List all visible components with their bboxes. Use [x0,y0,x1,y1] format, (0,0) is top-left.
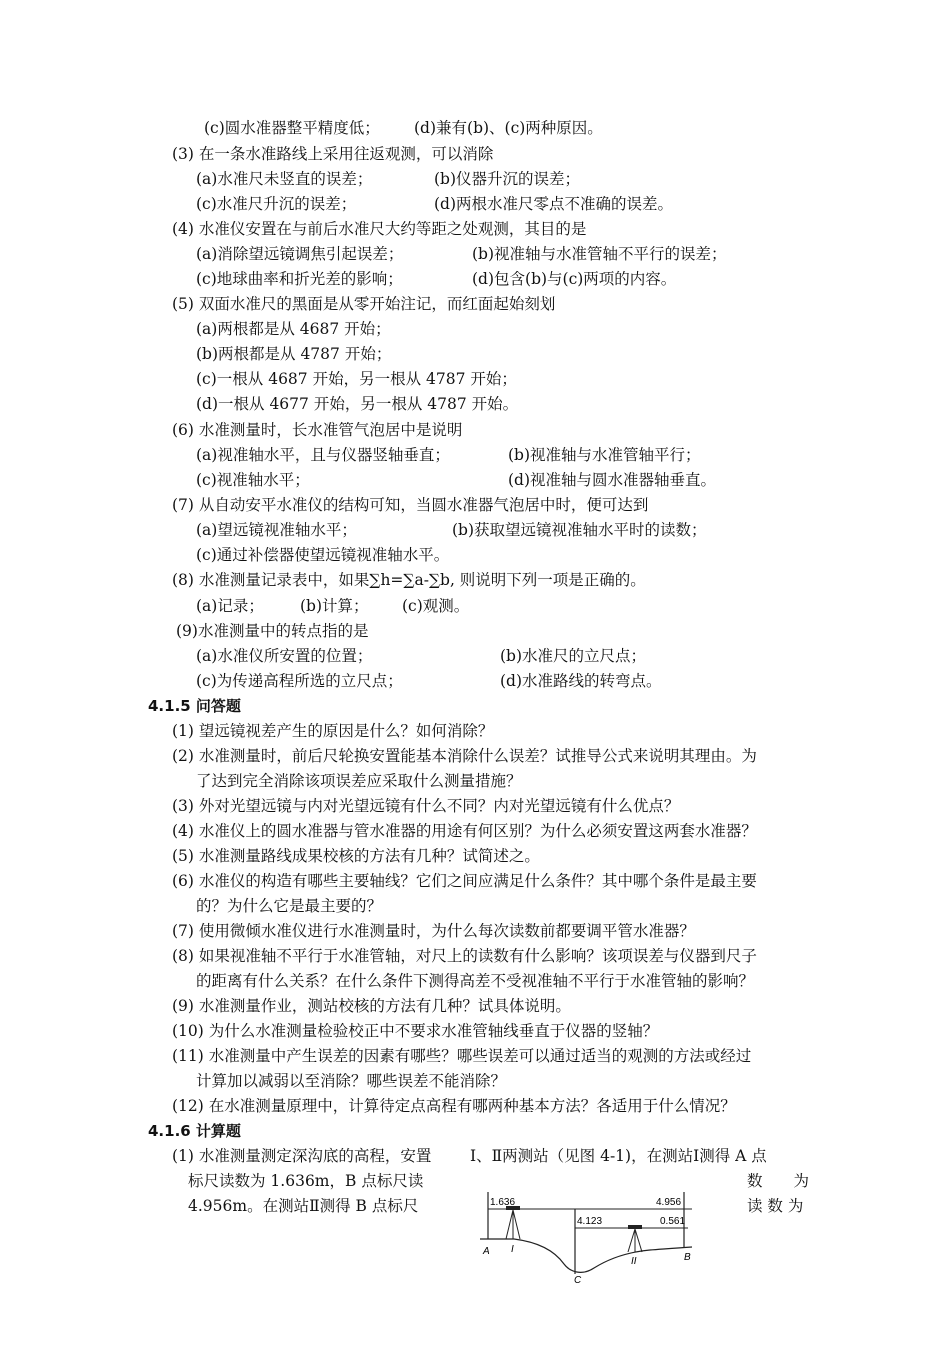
reading-label: 0.561 [660,1216,686,1227]
qa-item: (8) 如果视准轴不平行于水准管轴，对尺上的读数有什么影响？该项误差与仪器到尺子 [172,947,757,965]
option-c: (c)地球曲率和折光差的影响； [196,270,403,288]
option-a: (a)水准仪所安置的位置； [196,647,373,665]
question-stem: (9)水准测量中的转点指的是 [176,622,369,640]
calc-item-continuation: 4.956m。在测站Ⅱ测得 B 点标尺 [188,1197,419,1215]
reading-label: 1.636 [490,1197,516,1208]
option-d: (d)两根水准尺零点不准确的误差。 [434,195,674,213]
question-stem: (5) 双面水准尺的黑面是从零开始注记，而红面起始刻划 [172,295,556,313]
qa-item: (6) 水准仪的构造有哪些主要轴线？它们之间应满足什么条件？其中哪个条件是最主要 [172,872,757,890]
point-label-b: B [684,1252,691,1263]
option-b: (b)两根都是从 4787 开始； [196,345,392,363]
option-b: (b)视准轴与水准管轴不平行的误差； [472,245,727,263]
qa-item-continuation: 计算加以减弱以至消除？哪些误差不能消除？ [196,1072,507,1090]
question-stem: (4) 水准仪安置在与前后水准尺大约等距之处观测，其目的是 [172,220,587,238]
option-c: (c)一根从 4687 开始，另一根从 4787 开始； [196,370,517,388]
option-b: (b)计算； [300,597,369,615]
option-a: (a)视准轴水平，且与仪器竖轴垂直； [196,446,450,464]
option-c: (c)为传递高程所选的立尺点； [196,672,403,690]
qa-item: (5) 水准测量路线成果校核的方法有几种？试简述之。 [172,847,540,865]
option-a: (a)记录； [196,597,264,615]
qa-item: (3) 外对光望远镜与内对光望远镜有什么不同？内对光望远镜有什么优点？ [172,797,680,815]
option-c: (c)视准轴水平； [196,471,310,489]
qa-item: (9) 水准测量作业，测站校核的方法有几种？试具体说明。 [172,997,571,1015]
leveling-figure [478,1192,708,1284]
option-c: (c)观测。 [402,597,470,615]
option-c: (c)圆水准器整平精度低； [204,119,380,137]
question-stem: (8) 水准测量记录表中，如果∑h=∑a-∑b, 则说明下列一项是正确的。 [172,571,646,589]
question-stem: (7) 从自动安平水准仪的结构可知，当圆水准器气泡居中时，便可达到 [172,496,649,514]
point-label-a: A [483,1246,490,1257]
question-stem: (3) 在一条水准路线上采用往返观测，可以消除 [172,145,494,163]
qa-item: (1) 望远镜视差产生的原因是什么？如何消除？ [172,722,494,740]
option-d: (d)包含(b)与(c)两项的内容。 [472,270,677,288]
option-b: (b)水准尺的立尺点； [500,647,647,665]
qa-item-continuation: 了达到完全消除该项误差应采取什么测量措施？ [196,772,522,790]
option-a: (a)望远镜视准轴水平； [196,521,357,539]
point-label-c: C [574,1275,582,1284]
option-a: (a)两根都是从 4687 开始； [196,320,391,338]
level-instrument-ii [628,1225,642,1252]
qa-item: (11) 水准测量中产生误差的因素有哪些？哪些误差可以通过适当的观测的方法或经过 [172,1047,752,1065]
calc-item-continuation: 数 为 [747,1172,810,1190]
qa-item-continuation: 的？为什么它是最主要的？ [196,897,383,915]
option-b: (b)仪器升沉的误差； [434,170,581,188]
option-d: (d)水准路线的转弯点。 [500,672,662,690]
station-label-i: I [511,1244,514,1255]
qa-item: (4) 水准仪上的圆水准器与管水准器的用途有何区别？为什么必须安置这两套水准器？ [172,822,757,840]
calc-item: (1) 水准测量测定深沟底的高程，安置 [172,1147,432,1165]
option-d: (d)视准轴与圆水准器轴垂直。 [508,471,717,489]
option-c: (c)水准尺升沉的误差； [196,195,357,213]
qa-item: (12) 在水准测量原理中，计算待定点高程有哪两种基本方法？各适用于什么情况？ [172,1097,736,1115]
calc-item-continuation: 读 数 为 [747,1197,804,1215]
qa-item: (2) 水准测量时，前后尺轮换安置能基本消除什么误差？试推导公式来说明其理由。为 [172,747,757,765]
station-label-ii: II [631,1256,637,1267]
section-heading: 4.1.6 计算题 [148,1122,241,1140]
qa-item: (7) 使用微倾水准仪进行水准测量时，为什么每次读数前都要调平管水准器？ [172,922,695,940]
calc-item-continuation: 标尺读数为 1.636m，B 点标尺读 [188,1172,424,1190]
option-b: (b)视准轴与水准管轴平行； [508,446,701,464]
reading-label: 4.956 [656,1197,682,1208]
option-b: (b)获取望远镜视准轴水平时的读数； [452,521,707,539]
level-instrument-i [506,1206,520,1239]
option-c: (c)通过补偿器使望远镜视准轴水平。 [196,546,450,564]
option-d: (d)一根从 4677 开始，另一根从 4787 开始。 [196,395,519,413]
option-a: (a)消除望远镜调焦引起误差； [196,245,404,263]
option-a: (a)水准尺未竖直的误差； [196,170,373,188]
qa-item: (10) 为什么水准测量检验校正中不要求水准管轴线垂直于仪器的竖轴？ [172,1022,659,1040]
option-d: (d)兼有(b)、(c)两种原因。 [414,119,603,137]
calc-item: Ⅰ、Ⅱ两测站（见图 4-1)，在测站Ⅰ测得 A 点 [470,1147,767,1165]
reading-label: 4.123 [577,1216,603,1227]
question-stem: (6) 水准测量时，长水准管气泡居中是说明 [172,421,463,439]
qa-item-continuation: 的距离有什么关系？在什么条件下测得高差不受视准轴不平行于水准管轴的影响？ [196,972,755,990]
section-heading: 4.1.5 问答题 [148,697,241,715]
